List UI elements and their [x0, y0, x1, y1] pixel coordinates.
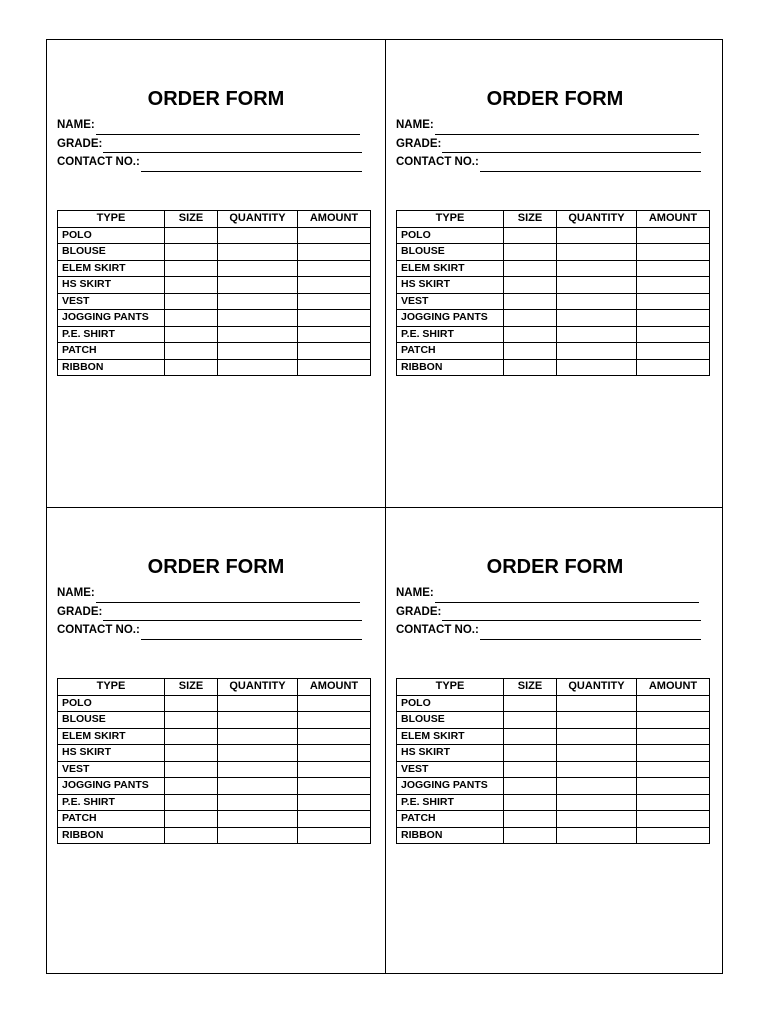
amount-cell[interactable] [298, 244, 371, 261]
table-row [397, 761, 710, 778]
amount-cell[interactable] [298, 794, 371, 811]
grade-field[interactable] [57, 603, 362, 622]
table-header-row [58, 679, 371, 696]
order-table [57, 210, 371, 376]
name-field[interactable] [57, 584, 362, 603]
quantity-cell[interactable] [218, 761, 298, 778]
amount-cell[interactable] [637, 260, 710, 277]
table-row [58, 761, 371, 778]
table-row [397, 310, 710, 327]
size-cell[interactable] [165, 745, 218, 762]
field-label: CONTACT NO.: [396, 624, 479, 636]
quantity-cell[interactable] [557, 326, 637, 343]
size-cell[interactable] [165, 811, 218, 828]
amount-cell[interactable] [298, 712, 371, 729]
table-row [397, 293, 710, 310]
quantity-cell[interactable] [557, 227, 637, 244]
field-label: GRADE: [57, 605, 103, 618]
amount-cell[interactable] [298, 811, 371, 828]
quantity-cell[interactable] [218, 244, 298, 261]
item-type: HS SKIRT [397, 277, 504, 294]
amount-cell[interactable] [637, 343, 710, 360]
size-cell[interactable] [165, 827, 218, 844]
table-row [58, 227, 371, 244]
size-cell[interactable] [504, 778, 557, 795]
table-row [58, 277, 371, 294]
item-type: POLO [397, 695, 504, 712]
quantity-cell[interactable] [218, 343, 298, 360]
quantity-cell[interactable] [218, 728, 298, 745]
field-label: NAME: [396, 119, 434, 131]
header-size: SIZE [165, 211, 218, 228]
header-quantity: QUANTITY [218, 679, 298, 696]
order-form-copy [386, 40, 724, 507]
amount-cell[interactable] [298, 359, 371, 376]
amount-cell[interactable] [637, 244, 710, 261]
item-type: JOGGING PANTS [58, 778, 165, 795]
item-type: VEST [58, 293, 165, 310]
field-label: GRADE: [57, 137, 103, 150]
size-cell[interactable] [165, 794, 218, 811]
size-cell[interactable] [504, 244, 557, 261]
table-row [397, 745, 710, 762]
blank-line[interactable] [96, 590, 360, 603]
header-size: SIZE [504, 211, 557, 228]
size-cell[interactable] [165, 695, 218, 712]
quantity-cell[interactable] [557, 712, 637, 729]
size-cell[interactable] [165, 227, 218, 244]
table-row [397, 359, 710, 376]
size-cell[interactable] [504, 728, 557, 745]
quantity-cell[interactable] [557, 811, 637, 828]
size-cell[interactable] [504, 260, 557, 277]
item-type: HS SKIRT [397, 745, 504, 762]
form-title: ORDER FORM [147, 88, 285, 110]
amount-cell[interactable] [637, 728, 710, 745]
amount-cell[interactable] [298, 227, 371, 244]
quantity-cell[interactable] [218, 277, 298, 294]
amount-cell[interactable] [298, 326, 371, 343]
item-type: POLO [58, 695, 165, 712]
amount-cell[interactable] [637, 761, 710, 778]
header-type: TYPE [58, 211, 165, 228]
form-title: ORDER FORM [486, 556, 624, 578]
blank-line[interactable] [103, 140, 362, 153]
field-label: CONTACT NO.: [57, 156, 140, 168]
table-row [397, 712, 710, 729]
size-cell[interactable] [504, 227, 557, 244]
amount-cell[interactable] [637, 827, 710, 844]
amount-cell[interactable] [637, 359, 710, 376]
item-type: PATCH [397, 811, 504, 828]
table-row [397, 244, 710, 261]
amount-cell[interactable] [298, 778, 371, 795]
quantity-cell[interactable] [218, 260, 298, 277]
size-cell[interactable] [165, 712, 218, 729]
amount-cell[interactable] [637, 745, 710, 762]
amount-cell[interactable] [637, 712, 710, 729]
grade-field[interactable] [396, 603, 701, 622]
table-header-row [397, 211, 710, 228]
contact-field[interactable] [57, 153, 362, 172]
contact-field[interactable] [57, 621, 362, 640]
header-amount: AMOUNT [637, 211, 710, 228]
size-cell[interactable] [165, 260, 218, 277]
amount-cell[interactable] [298, 310, 371, 327]
header-size: SIZE [165, 679, 218, 696]
table-row [397, 811, 710, 828]
quantity-cell[interactable] [557, 794, 637, 811]
blank-line[interactable] [103, 608, 362, 621]
item-type: POLO [397, 227, 504, 244]
blank-line[interactable] [435, 122, 699, 135]
quantity-cell[interactable] [557, 310, 637, 327]
amount-cell[interactable] [637, 811, 710, 828]
table-row [397, 343, 710, 360]
quantity-cell[interactable] [218, 794, 298, 811]
table-row [397, 326, 710, 343]
header-size: SIZE [504, 679, 557, 696]
item-type: HS SKIRT [58, 745, 165, 762]
form-title: ORDER FORM [486, 88, 624, 110]
size-cell[interactable] [504, 695, 557, 712]
amount-cell[interactable] [298, 343, 371, 360]
table-row [58, 712, 371, 729]
blank-line[interactable] [141, 627, 362, 640]
order-table [57, 678, 371, 844]
order-table [396, 678, 710, 844]
item-type: VEST [397, 293, 504, 310]
size-cell[interactable] [165, 761, 218, 778]
table-header-row [397, 679, 710, 696]
quantity-cell[interactable] [218, 695, 298, 712]
table-header-row [58, 211, 371, 228]
quantity-cell[interactable] [557, 359, 637, 376]
size-cell[interactable] [165, 244, 218, 261]
field-label: CONTACT NO.: [57, 624, 140, 636]
size-cell[interactable] [504, 761, 557, 778]
quantity-cell[interactable] [557, 778, 637, 795]
blank-line[interactable] [96, 122, 360, 135]
size-cell[interactable] [165, 778, 218, 795]
item-type: BLOUSE [58, 712, 165, 729]
amount-cell[interactable] [637, 695, 710, 712]
table-row [58, 326, 371, 343]
table-row [397, 778, 710, 795]
amount-cell[interactable] [637, 310, 710, 327]
size-cell[interactable] [504, 745, 557, 762]
order-form-copy [47, 40, 385, 507]
quantity-cell[interactable] [557, 277, 637, 294]
size-cell[interactable] [165, 310, 218, 327]
item-type: RIBBON [397, 359, 504, 376]
blank-line[interactable] [435, 590, 699, 603]
header-quantity: QUANTITY [557, 679, 637, 696]
table-row [58, 728, 371, 745]
quantity-cell[interactable] [218, 310, 298, 327]
table-row [58, 343, 371, 360]
amount-cell[interactable] [298, 761, 371, 778]
field-label: CONTACT NO.: [396, 156, 479, 168]
name-field[interactable] [396, 584, 701, 603]
field-label: NAME: [396, 587, 434, 599]
header-type: TYPE [397, 211, 504, 228]
table-row [397, 794, 710, 811]
blank-line[interactable] [480, 159, 701, 172]
item-type: BLOUSE [58, 244, 165, 261]
field-label: GRADE: [396, 137, 442, 150]
item-type: BLOUSE [397, 712, 504, 729]
grade-field[interactable] [396, 135, 701, 154]
table-row [397, 277, 710, 294]
size-cell[interactable] [504, 293, 557, 310]
field-label: GRADE: [396, 605, 442, 618]
item-type: ELEM SKIRT [58, 728, 165, 745]
item-type: P.E. SHIRT [397, 326, 504, 343]
size-cell[interactable] [504, 712, 557, 729]
quantity-cell[interactable] [557, 293, 637, 310]
quantity-cell[interactable] [557, 728, 637, 745]
size-cell[interactable] [504, 811, 557, 828]
item-type: JOGGING PANTS [397, 778, 504, 795]
size-cell[interactable] [165, 293, 218, 310]
item-type: JOGGING PANTS [58, 310, 165, 327]
table-row [58, 260, 371, 277]
quantity-cell[interactable] [218, 227, 298, 244]
item-type: BLOUSE [397, 244, 504, 261]
amount-cell[interactable] [298, 277, 371, 294]
amount-cell[interactable] [637, 227, 710, 244]
blank-line[interactable] [480, 627, 701, 640]
quantity-cell[interactable] [218, 827, 298, 844]
item-type: RIBBON [397, 827, 504, 844]
amount-cell[interactable] [637, 794, 710, 811]
table-row [58, 695, 371, 712]
item-type: P.E. SHIRT [58, 326, 165, 343]
item-type: P.E. SHIRT [58, 794, 165, 811]
amount-cell[interactable] [637, 778, 710, 795]
form-title: ORDER FORM [147, 556, 285, 578]
contact-field[interactable] [396, 621, 701, 640]
item-type: RIBBON [58, 827, 165, 844]
table-row [58, 310, 371, 327]
header-quantity: QUANTITY [557, 211, 637, 228]
form-fields [396, 584, 701, 640]
size-cell[interactable] [165, 728, 218, 745]
item-type: HS SKIRT [58, 277, 165, 294]
amount-cell[interactable] [298, 260, 371, 277]
quantity-cell[interactable] [218, 712, 298, 729]
item-type: RIBBON [58, 359, 165, 376]
quantity-cell[interactable] [557, 260, 637, 277]
size-cell[interactable] [504, 359, 557, 376]
item-type: ELEM SKIRT [397, 728, 504, 745]
size-cell[interactable] [504, 827, 557, 844]
item-type: ELEM SKIRT [397, 260, 504, 277]
grade-field[interactable] [57, 135, 362, 154]
form-fields [57, 116, 362, 172]
order-form-copy [47, 508, 385, 975]
quantity-cell[interactable] [557, 695, 637, 712]
table-row [58, 745, 371, 762]
table-row [58, 811, 371, 828]
contact-field[interactable] [396, 153, 701, 172]
quantity-cell[interactable] [218, 745, 298, 762]
order-form-sheet [46, 39, 723, 974]
item-type: VEST [58, 761, 165, 778]
size-cell[interactable] [504, 310, 557, 327]
size-cell[interactable] [504, 794, 557, 811]
item-type: PATCH [397, 343, 504, 360]
quantity-cell[interactable] [218, 778, 298, 795]
size-cell[interactable] [165, 359, 218, 376]
table-row [397, 227, 710, 244]
amount-cell[interactable] [298, 293, 371, 310]
quantity-cell[interactable] [218, 326, 298, 343]
blank-line[interactable] [141, 159, 362, 172]
blank-line[interactable] [442, 608, 701, 621]
amount-cell[interactable] [637, 326, 710, 343]
blank-line[interactable] [442, 140, 701, 153]
header-type: TYPE [397, 679, 504, 696]
quantity-cell[interactable] [557, 827, 637, 844]
item-type: P.E. SHIRT [397, 794, 504, 811]
table-row [58, 794, 371, 811]
amount-cell[interactable] [298, 695, 371, 712]
header-quantity: QUANTITY [218, 211, 298, 228]
header-amount: AMOUNT [298, 211, 371, 228]
header-amount: AMOUNT [298, 679, 371, 696]
amount-cell[interactable] [298, 827, 371, 844]
table-row [58, 359, 371, 376]
table-row [58, 293, 371, 310]
item-type: JOGGING PANTS [397, 310, 504, 327]
size-cell[interactable] [165, 343, 218, 360]
table-row [397, 695, 710, 712]
table-row [397, 827, 710, 844]
header-type: TYPE [58, 679, 165, 696]
table-row [58, 244, 371, 261]
amount-cell[interactable] [637, 293, 710, 310]
amount-cell[interactable] [637, 277, 710, 294]
field-label: NAME: [57, 119, 95, 131]
quantity-cell[interactable] [557, 343, 637, 360]
name-field[interactable] [396, 116, 701, 135]
quantity-cell[interactable] [557, 761, 637, 778]
amount-cell[interactable] [298, 728, 371, 745]
header-amount: AMOUNT [637, 679, 710, 696]
size-cell[interactable] [165, 277, 218, 294]
table-row [397, 728, 710, 745]
quantity-cell[interactable] [557, 745, 637, 762]
item-type: PATCH [58, 343, 165, 360]
name-field[interactable] [57, 116, 362, 135]
field-label: NAME: [57, 587, 95, 599]
quantity-cell[interactable] [557, 244, 637, 261]
order-table [396, 210, 710, 376]
form-fields [57, 584, 362, 640]
item-type: ELEM SKIRT [58, 260, 165, 277]
quantity-cell[interactable] [218, 293, 298, 310]
item-type: PATCH [58, 811, 165, 828]
quantity-cell[interactable] [218, 359, 298, 376]
size-cell[interactable] [165, 326, 218, 343]
order-form-copy [386, 508, 724, 975]
form-fields [396, 116, 701, 172]
item-type: VEST [397, 761, 504, 778]
quantity-cell[interactable] [218, 811, 298, 828]
size-cell[interactable] [504, 277, 557, 294]
table-row [397, 260, 710, 277]
size-cell[interactable] [504, 326, 557, 343]
item-type: POLO [58, 227, 165, 244]
table-row [58, 778, 371, 795]
table-row [58, 827, 371, 844]
size-cell[interactable] [504, 343, 557, 360]
amount-cell[interactable] [298, 745, 371, 762]
